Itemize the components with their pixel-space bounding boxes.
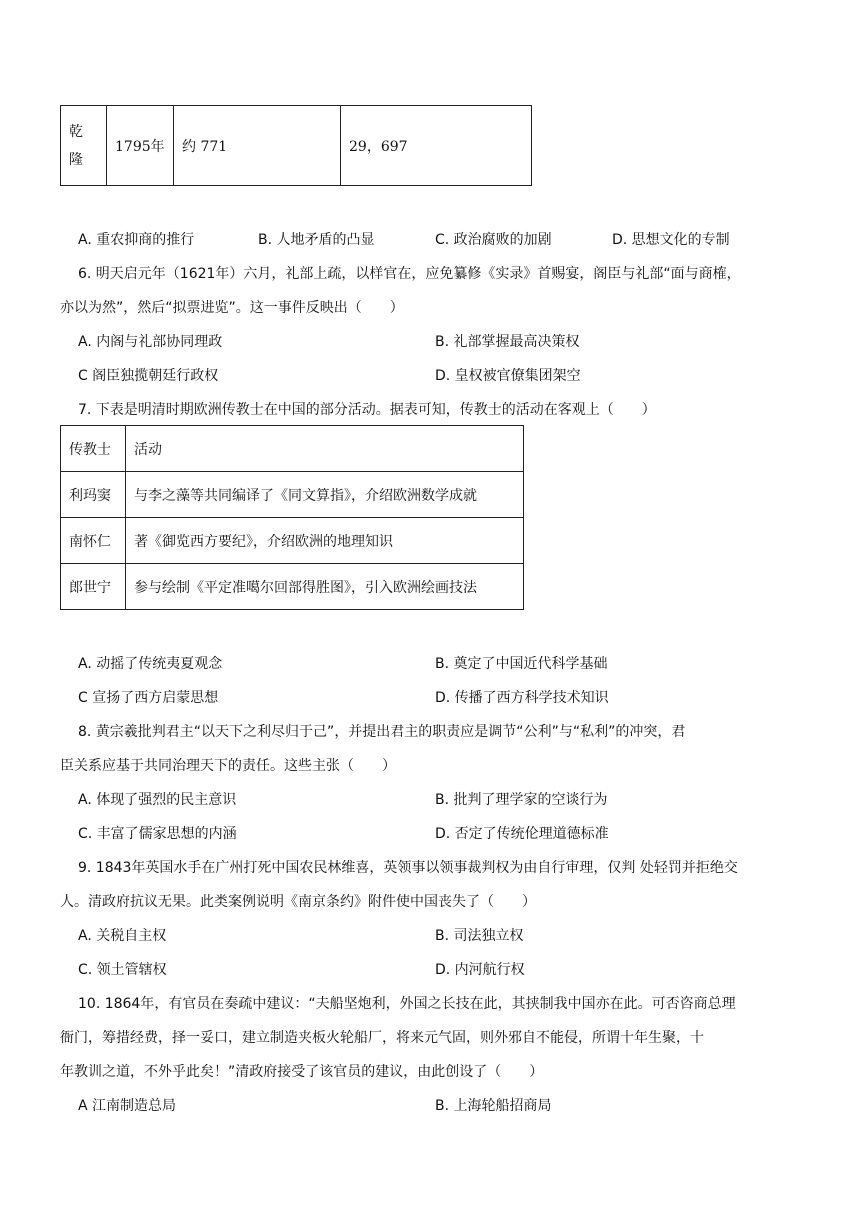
- q5-option-c: C. 政治腐败的加剧: [435, 232, 552, 248]
- table-cell: 南怀仁: [61, 518, 126, 564]
- table-cell-year: 1795年: [107, 106, 174, 186]
- question-6-stem: 6. 明天启元年（1621年）六月，礼部上疏，以样官在，应免纂修《实录》首赐宴，阁臣与礼部“面与商榷，: [78, 266, 741, 282]
- q10-option-b: B. 上海轮船招商局: [435, 1098, 552, 1114]
- missionary-table: [60, 425, 524, 610]
- table-cell: 著《御览西方要纪》，介绍欧洲的地理知识: [126, 518, 524, 564]
- q9-option-c: C. 领土管辖权: [78, 962, 167, 978]
- population-table: [60, 105, 532, 186]
- table-cell-reign: 乾 隆: [61, 106, 107, 186]
- q9-option-d: D. 内河航行权: [435, 962, 525, 978]
- table-row: [61, 472, 524, 518]
- table-header: 活动: [126, 426, 524, 472]
- table-cell: 郎世宁: [61, 564, 126, 610]
- table-cell: 与李之藻等共同编译了《同文算指》，介绍欧洲数学成就: [126, 472, 524, 518]
- table-row: [61, 518, 524, 564]
- q9-option-a: A. 关税自主权: [78, 928, 167, 944]
- q7-option-b: B. 奠定了中国近代科学基础: [435, 656, 608, 672]
- table-cell: 参与绘制《平定准噶尔回部得胜图》，引入欧洲绘画技法: [126, 564, 524, 610]
- q8-option-a: A. 体现了强烈的民主意识: [78, 792, 237, 808]
- q6-option-d: D. 皇权被官僚集团架空: [435, 368, 581, 384]
- question-9-stem: 人。清政府抗议无果。此类案例说明《南京条约》附件使中国丧失了（ ）: [60, 894, 536, 910]
- table-cell-value: 29，697: [341, 106, 532, 186]
- q10-option-a: A 江南制造总局: [78, 1098, 177, 1114]
- q5-option-d: D. 思想文化的专制: [612, 232, 730, 248]
- question-10-stem: 年教训之道，不外乎此矣！”清政府接受了该官员的建议，由此创设了（ ）: [60, 1064, 544, 1080]
- question-8-stem: 臣关系应基于共同治理天下的责任。这些主张（ ）: [60, 758, 396, 774]
- question-10-stem: 衙门，筹措经费，择一妥口，建立制造夹板火轮船厂，将来元气固，则外邪自不能侵，所谓十年生聚，十: [60, 1030, 704, 1046]
- q6-option-c: C 阁臣独揽朝廷行政权: [78, 368, 219, 384]
- table-header: 传教士: [61, 426, 126, 472]
- q5-option-b: B. 人地矛盾的凸显: [258, 232, 375, 248]
- q8-option-b: B. 批判了理学家的空谈行为: [435, 792, 608, 808]
- q6-option-a: A. 内阁与礼部协同理政: [78, 334, 223, 350]
- question-6-stem: 亦以为然”，然后“拟票进览”。这一事件反映出（ ）: [60, 300, 404, 316]
- question-8-stem: 8. 黄宗羲批判君主“以天下之利尽归于己”，并提出君主的职责应是调节“公利”与“私利”的冲突，君: [78, 724, 686, 740]
- q7-option-a: A. 动摇了传统夷夏观念: [78, 656, 223, 672]
- table-cell-value: 约 771: [174, 106, 341, 186]
- question-7-stem: 7. 下表是明清时期欧洲传教士在中国的部分活动。据表可知，传教士的活动在客观上（ ）: [78, 402, 656, 418]
- q7-option-c: C 宣扬了西方启蒙思想: [78, 690, 219, 706]
- q9-option-b: B. 司法独立权: [435, 928, 524, 944]
- q8-option-d: D. 否定了传统伦理道德标准: [435, 826, 609, 842]
- q8-option-c: C. 丰富了儒家思想的内涵: [78, 826, 237, 842]
- table-cell: 利玛窦: [61, 472, 126, 518]
- question-9-stem: 9. 1843年英国水手在广州打死中国农民林维喜，英领事以领事裁判权为由自行审理，仅判 处轻罚并拒绝交: [78, 860, 738, 876]
- table-row: [61, 564, 524, 610]
- q5-option-a: A. 重农抑商的推行: [78, 232, 195, 248]
- q7-option-d: D. 传播了西方科学技术知识: [435, 690, 609, 706]
- question-10-stem: 10. 1864年，有官员在奏疏中建议：“夫船坚炮利，外国之长技在此，其挟制我中国亦在此。可否咨商总理: [78, 996, 736, 1012]
- q6-option-b: B. 礼部掌握最高决策权: [435, 334, 580, 350]
